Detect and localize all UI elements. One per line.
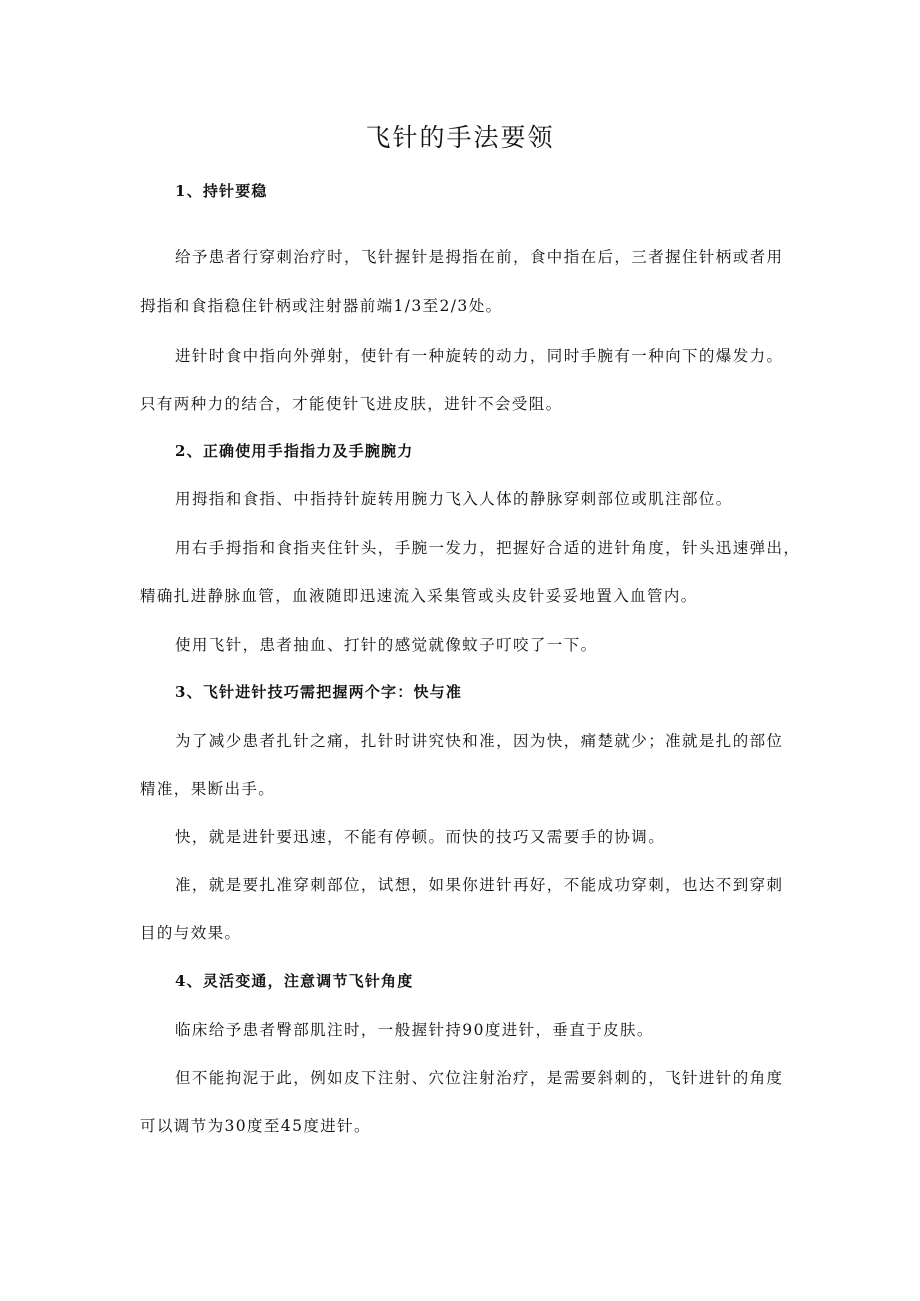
section-2-line-3: 精确扎进静脉血管，血液随即迅速流入采集管或头皮针妥妥地置入血管内。: [140, 587, 698, 605]
section-2-line-4: 使用飞针，患者抽血、打针的感觉就像蚊子叮咬了一下。: [175, 636, 598, 654]
section-3-heading: 3、飞针进针技巧需把握两个字：快与准: [175, 683, 463, 701]
document-title: 飞针的手法要领: [365, 123, 555, 152]
section-2-line-2: 用右手拇指和食指夹住针头，手腕一发力，把握好合适的进针角度，针头迅速弹出，: [175, 539, 801, 557]
section-1-line-2: 拇指和食指稳住针柄或注射器前端1/3至2/3处。: [140, 297, 503, 315]
section-1-heading: 1、持针要稳: [175, 182, 268, 200]
section-4-line-1: 临床给予患者臀部肌注时，一般握针持90度进针，垂直于皮肤。: [175, 1021, 654, 1039]
section-1-line-1: 给予患者行穿刺治疗时，飞针握针是拇指在前，食中指在后，三者握住针柄或者用: [175, 248, 784, 266]
section-1-line-3: 进针时食中指向外弹射，使针有一种旋转的动力，同时手腕有一种向下的爆发力。: [175, 347, 784, 365]
section-3-line-2: 精准，果断出手。: [140, 780, 276, 798]
section-3-line-1: 为了减少患者扎针之痛，扎针时讲究快和准，因为快，痛楚就少；准就是扎的部位: [175, 732, 784, 750]
section-1-line-4: 只有两种力的结合，才能使针飞进皮肤，进针不会受阻。: [140, 395, 563, 413]
section-2-line-1: 用拇指和食指、中指持针旋转用腕力飞入人体的静脉穿刺部位或肌注部位。: [175, 490, 733, 508]
section-4-line-3: 可以调节为30度至45度进针。: [140, 1117, 371, 1135]
section-3-line-3: 快，就是进针要迅速，不能有停顿。而快的技巧又需要手的协调。: [175, 828, 666, 846]
section-4-line-2: 但不能拘泥于此，例如皮下注射、穴位注射治疗，是需要斜刺的，飞针进针的角度: [175, 1069, 784, 1087]
section-4-heading: 4、灵活变通，注意调节飞针角度: [175, 972, 414, 990]
section-2-heading: 2、正确使用手指指力及手腕腕力: [175, 442, 414, 460]
section-3-line-5: 目的与效果。: [140, 924, 242, 942]
section-3-line-4: 准，就是要扎准穿刺部位，试想，如果你进针再好，不能成功穿刺，也达不到穿刺: [175, 876, 784, 894]
